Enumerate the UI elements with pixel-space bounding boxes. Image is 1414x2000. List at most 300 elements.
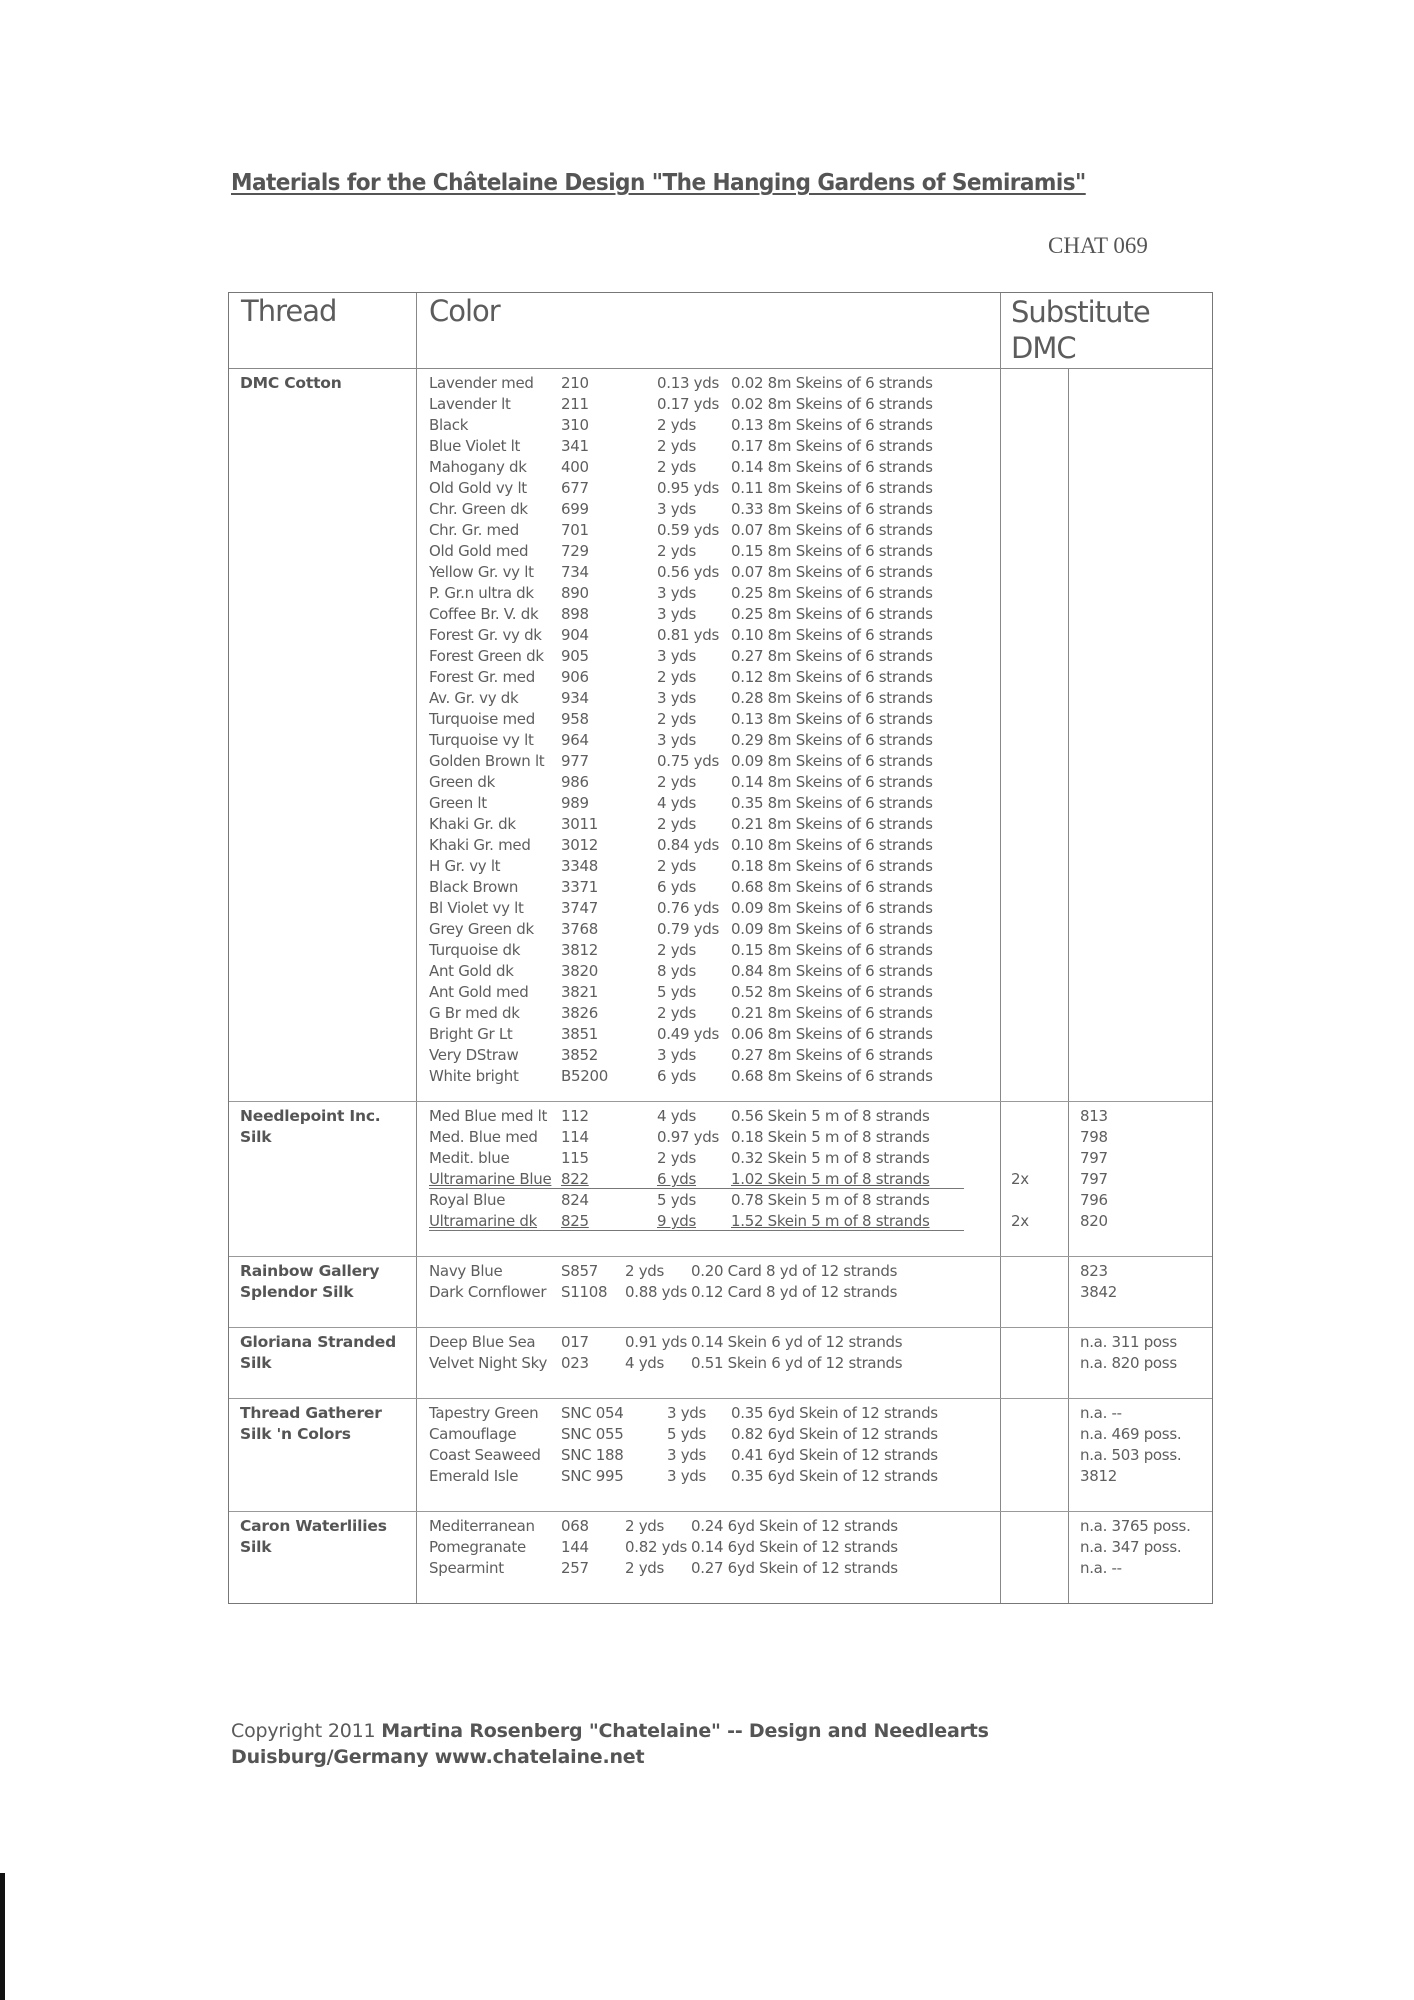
yardage: 6 yds (657, 1170, 697, 1188)
color-name: Lavender lt (429, 395, 511, 413)
table-row (429, 1106, 1000, 1127)
color-number: 310 (561, 416, 589, 434)
color-name: Ultramarine Blue (429, 1170, 552, 1188)
color-number: 977 (561, 752, 589, 770)
multiplier (1011, 961, 1068, 982)
color-name: Mediterranean (429, 1517, 535, 1535)
yardage: 5 yds (667, 1425, 707, 1443)
substitute-dmc (1080, 373, 1212, 394)
color-number: 257 (561, 1559, 589, 1577)
color-name: Bl Violet vy lt (429, 899, 524, 917)
yardage: 2 yds (625, 1559, 665, 1577)
table-row (429, 709, 1000, 730)
multiplier: 2x (1011, 1170, 1029, 1188)
substitute-dmc (1080, 814, 1212, 835)
skein-amount: 0.25 8m Skeins of 6 strands (731, 605, 933, 623)
multiplier (1011, 646, 1068, 667)
table-row (429, 373, 1000, 394)
substitute-dmc (1080, 1066, 1212, 1087)
skein-amount: 0.82 6yd Skein of 12 strands (731, 1425, 938, 1443)
table-row (429, 751, 1000, 772)
color-number: 023 (561, 1354, 589, 1372)
substitute-dmc: n.a. -- (1080, 1559, 1122, 1577)
multiplier (1011, 457, 1068, 478)
skein-amount: 0.02 8m Skeins of 6 strands (731, 374, 933, 392)
yardage: 2 yds (657, 542, 697, 560)
table-row (429, 772, 1000, 793)
table-row (429, 1445, 1000, 1466)
multiplier (1011, 1190, 1068, 1211)
document-title: Materials for the Châtelaine Design "The Hanging Gardens of Semiramis" (231, 170, 1086, 196)
yardage: 2 yds (657, 1004, 697, 1022)
color-list (417, 1257, 1001, 1327)
multiplier (1011, 919, 1068, 940)
thread-group (229, 1399, 1212, 1512)
multiplier (1011, 667, 1068, 688)
multiplier (1011, 436, 1068, 457)
table-row (429, 835, 1000, 856)
header-thread: Thread (229, 293, 417, 368)
table-row (429, 1516, 1000, 1537)
skein-amount: 0.13 8m Skeins of 6 strands (731, 710, 933, 728)
yardage: 3 yds (667, 1404, 707, 1422)
table-row (429, 1211, 1000, 1232)
substitute-dmc (1080, 856, 1212, 877)
yardage: 2 yds (657, 857, 697, 875)
table-row (429, 898, 1000, 919)
thread-brand: Gloriana Stranded Silk (229, 1328, 417, 1398)
color-number: 3821 (561, 983, 598, 1001)
substitute-dmc (1080, 541, 1212, 562)
table-row (429, 1466, 1000, 1487)
color-number: 3371 (561, 878, 598, 896)
location-website: Duisburg/Germany www.chatelaine.net (231, 1746, 645, 1768)
skein-amount: 0.10 8m Skeins of 6 strands (731, 836, 933, 854)
color-name: Old Gold vy lt (429, 479, 527, 497)
multiplier (1011, 1353, 1068, 1374)
multiplier (1011, 1466, 1068, 1487)
color-name: Med. Blue med (429, 1128, 538, 1146)
table-row (429, 919, 1000, 940)
color-number: SNC 054 (561, 1404, 624, 1422)
yardage: 0.79 yds (657, 920, 719, 938)
multiplier (1011, 1424, 1068, 1445)
color-number: 114 (561, 1128, 589, 1146)
color-list (417, 369, 1001, 1101)
multiplier (1011, 1066, 1068, 1087)
skein-amount: 0.21 8m Skeins of 6 strands (731, 815, 933, 833)
substitute-dmc (1080, 604, 1212, 625)
table-row (429, 478, 1000, 499)
substitute-dmc: 797 (1080, 1149, 1108, 1167)
multiplier (1011, 1332, 1068, 1353)
color-name: Turquoise med (429, 710, 535, 728)
substitute-dmc (1080, 688, 1212, 709)
header-color: Color (417, 293, 1001, 368)
multiplier (1011, 1282, 1068, 1303)
color-number: B5200 (561, 1067, 608, 1085)
color-list (417, 1328, 1001, 1398)
color-name: Turquoise dk (429, 941, 521, 959)
thread-group (229, 1512, 1212, 1603)
table-row (429, 1024, 1000, 1045)
multiplier (1011, 856, 1068, 877)
table-row (429, 583, 1000, 604)
color-number: 964 (561, 731, 589, 749)
thread-brand: Rainbow Gallery Splendor Silk (229, 1257, 417, 1327)
multiplier (1011, 583, 1068, 604)
table-row (429, 604, 1000, 625)
table-row (429, 394, 1000, 415)
yardage: 3 yds (657, 1046, 697, 1064)
multiplier (1011, 1003, 1068, 1024)
color-number: 3012 (561, 836, 598, 854)
color-number: 3852 (561, 1046, 598, 1064)
color-name: Green lt (429, 794, 487, 812)
table-body (229, 369, 1212, 1603)
color-number: 701 (561, 521, 589, 539)
substitute-dmc: 820 (1080, 1212, 1108, 1230)
multiplier (1011, 898, 1068, 919)
table-row (429, 1537, 1000, 1558)
multiplier (1011, 625, 1068, 646)
multiplier (1011, 814, 1068, 835)
color-list (417, 1102, 1001, 1256)
substitute-dmc: 813 (1080, 1107, 1108, 1125)
multiplier (1011, 1537, 1068, 1558)
substitute-dmc: 798 (1080, 1128, 1108, 1146)
color-name: Ant Gold med (429, 983, 529, 1001)
skein-amount: 0.14 8m Skeins of 6 strands (731, 773, 933, 791)
skein-amount: 0.51 Skein 6 yd of 12 strands (691, 1354, 903, 1372)
table-row (429, 1558, 1000, 1579)
color-name: Turquoise vy lt (429, 731, 534, 749)
color-name: White bright (429, 1067, 519, 1085)
substitute-dmc: 796 (1080, 1191, 1108, 1209)
color-name: Dark Cornflower (429, 1283, 547, 1301)
substitute-dmc (1080, 1003, 1212, 1024)
header-substitute: Substitute DMC (1011, 295, 1150, 365)
color-number: 989 (561, 794, 589, 812)
substitute-dmc (1080, 793, 1212, 814)
multiplier (1011, 478, 1068, 499)
skein-amount: 0.13 8m Skeins of 6 strands (731, 416, 933, 434)
table-row (429, 688, 1000, 709)
substitute-dmc-column (1069, 1399, 1212, 1511)
yardage: 0.91 yds (625, 1333, 687, 1351)
substitute-dmc: 3812 (1080, 1467, 1117, 1485)
color-name: Pomegranate (429, 1538, 526, 1556)
skein-amount: 0.10 8m Skeins of 6 strands (731, 626, 933, 644)
color-number: 3768 (561, 920, 598, 938)
table-row (429, 730, 1000, 751)
substitute-dmc (1080, 583, 1212, 604)
yardage: 3 yds (667, 1446, 707, 1464)
table-row (429, 1003, 1000, 1024)
table-row (429, 646, 1000, 667)
substitute-dmc (1080, 709, 1212, 730)
color-list (417, 1512, 1001, 1603)
multiplier (1011, 1024, 1068, 1045)
multiplier (1011, 709, 1068, 730)
scan-edge-artifact (0, 1873, 5, 2000)
substitute-dmc (1080, 499, 1212, 520)
color-number: 958 (561, 710, 589, 728)
yardage: 0.76 yds (657, 899, 719, 917)
multiplier-column (1001, 1512, 1069, 1603)
skein-amount: 0.17 8m Skeins of 6 strands (731, 437, 933, 455)
thread-group (229, 1257, 1212, 1328)
color-name: Golden Brown lt (429, 752, 545, 770)
color-name: Navy Blue (429, 1262, 503, 1280)
yardage: 2 yds (657, 710, 697, 728)
skein-amount: 0.78 Skein 5 m of 8 strands (731, 1191, 930, 1209)
multiplier (1011, 520, 1068, 541)
substitute-dmc (1080, 478, 1212, 499)
yardage: 0.75 yds (657, 752, 719, 770)
table-row (429, 1261, 1000, 1282)
color-name: Coast Seaweed (429, 1446, 541, 1464)
color-name: Bright Gr Lt (429, 1025, 513, 1043)
color-number: SNC 188 (561, 1446, 624, 1464)
thread-group (229, 1102, 1212, 1257)
substitute-dmc (1080, 898, 1212, 919)
skein-amount: 0.14 8m Skeins of 6 strands (731, 458, 933, 476)
color-name: Velvet Night Sky (429, 1354, 548, 1372)
table-row (429, 457, 1000, 478)
color-name: Av. Gr. vy dk (429, 689, 519, 707)
color-name: Mahogany dk (429, 458, 527, 476)
color-number: 3826 (561, 1004, 598, 1022)
table-row (429, 982, 1000, 1003)
yardage: 3 yds (667, 1467, 707, 1485)
footer (231, 1718, 989, 1770)
table-row (429, 1403, 1000, 1424)
skein-amount: 0.68 8m Skeins of 6 strands (731, 878, 933, 896)
yardage: 3 yds (657, 584, 697, 602)
color-name: Chr. Gr. med (429, 521, 520, 539)
multiplier (1011, 730, 1068, 751)
table-row (429, 625, 1000, 646)
skein-amount: 0.25 8m Skeins of 6 strands (731, 584, 933, 602)
table-row (429, 541, 1000, 562)
multiplier-column (1001, 1102, 1069, 1256)
skein-amount: 0.35 6yd Skein of 12 strands (731, 1404, 938, 1422)
thread-group (229, 369, 1212, 1102)
color-number: 906 (561, 668, 589, 686)
yardage: 4 yds (657, 794, 697, 812)
color-number: 3851 (561, 1025, 598, 1043)
table-row (429, 856, 1000, 877)
yardage: 4 yds (657, 1107, 697, 1125)
color-number: 115 (561, 1149, 589, 1167)
multiplier (1011, 1516, 1068, 1537)
substitute-dmc (1080, 751, 1212, 772)
table-row (429, 1169, 1000, 1190)
skein-amount: 1.52 Skein 5 m of 8 strands (731, 1212, 930, 1230)
skein-amount: 0.27 6yd Skein of 12 strands (691, 1559, 898, 1577)
color-number: 112 (561, 1107, 589, 1125)
yardage: 6 yds (657, 878, 697, 896)
color-number: 729 (561, 542, 589, 560)
substitute-dmc (1080, 436, 1212, 457)
table-row (429, 1127, 1000, 1148)
color-name: Blue Violet lt (429, 437, 521, 455)
color-name: Coffee Br. V. dk (429, 605, 539, 623)
skein-amount: 0.20 Card 8 yd of 12 strands (691, 1262, 898, 1280)
table-row (429, 1045, 1000, 1066)
yardage: 0.17 yds (657, 395, 719, 413)
table-row (429, 499, 1000, 520)
yardage: 2 yds (657, 437, 697, 455)
color-name: G Br med dk (429, 1004, 520, 1022)
color-name: Forest Gr. vy dk (429, 626, 542, 644)
table-row (429, 793, 1000, 814)
substitute-dmc: n.a. 469 poss. (1080, 1425, 1182, 1443)
color-name: Forest Gr. med (429, 668, 535, 686)
materials-table (228, 292, 1213, 1604)
substitute-dmc (1080, 646, 1212, 667)
skein-amount: 0.29 8m Skeins of 6 strands (731, 731, 933, 749)
skein-amount: 0.15 8m Skeins of 6 strands (731, 542, 933, 560)
substitute-dmc: n.a. 503 poss. (1080, 1446, 1182, 1464)
multiplier-column (1001, 1328, 1069, 1398)
author-name: Martina Rosenberg "Chatelaine" -- Design and Needlearts (381, 1720, 989, 1742)
skein-amount: 0.35 6yd Skein of 12 strands (731, 1467, 938, 1485)
color-number: 017 (561, 1333, 589, 1351)
color-name: Lavender med (429, 374, 534, 392)
multiplier (1011, 415, 1068, 436)
skein-amount: 0.09 8m Skeins of 6 strands (731, 752, 933, 770)
skein-amount: 0.56 Skein 5 m of 8 strands (731, 1107, 930, 1125)
color-name: Chr. Green dk (429, 500, 528, 518)
yardage: 4 yds (625, 1354, 665, 1372)
color-number: 890 (561, 584, 589, 602)
skein-amount: 0.33 8m Skeins of 6 strands (731, 500, 933, 518)
multiplier-column (1001, 1257, 1069, 1327)
table-row (429, 1332, 1000, 1353)
multiplier (1011, 541, 1068, 562)
yardage: 2 yds (657, 941, 697, 959)
color-name: Grey Green dk (429, 920, 534, 938)
copyright-text: Copyright 2011 (231, 1720, 382, 1742)
skein-amount: 0.06 8m Skeins of 6 strands (731, 1025, 933, 1043)
table-row (429, 1190, 1000, 1211)
multiplier (1011, 1045, 1068, 1066)
multiplier (1011, 499, 1068, 520)
color-name: Black Brown (429, 878, 519, 896)
multiplier (1011, 793, 1068, 814)
thread-brand: Caron Waterlilies Silk (229, 1512, 417, 1603)
substitute-dmc (1080, 961, 1212, 982)
color-number: 211 (561, 395, 589, 413)
substitute-dmc (1080, 1024, 1212, 1045)
color-name: Yellow Gr. vy lt (429, 563, 534, 581)
yardage: 6 yds (657, 1067, 697, 1085)
thread-brand: Thread Gatherer Silk 'n Colors (229, 1399, 417, 1511)
color-number: 934 (561, 689, 589, 707)
substitute-dmc (1080, 835, 1212, 856)
substitute-dmc: 3842 (1080, 1283, 1117, 1301)
color-number: S857 (561, 1262, 598, 1280)
skein-amount: 0.68 8m Skeins of 6 strands (731, 1067, 933, 1085)
skein-amount: 0.14 Skein 6 yd of 12 strands (691, 1333, 903, 1351)
table-row (429, 940, 1000, 961)
skein-amount: 0.09 8m Skeins of 6 strands (731, 920, 933, 938)
color-number: 3348 (561, 857, 598, 875)
substitute-dmc (1080, 625, 1212, 646)
color-name: Spearmint (429, 1559, 504, 1577)
color-number: 986 (561, 773, 589, 791)
table-row (429, 814, 1000, 835)
multiplier (1011, 772, 1068, 793)
color-name: Old Gold med (429, 542, 529, 560)
table-header (229, 293, 1212, 369)
thread-brand: Needlepoint Inc. Silk (229, 1102, 417, 1256)
substitute-dmc-column (1069, 369, 1212, 1101)
yardage: 0.95 yds (657, 479, 719, 497)
multiplier (1011, 373, 1068, 394)
yardage: 2 yds (657, 668, 697, 686)
table-row (429, 667, 1000, 688)
color-name: Forest Green dk (429, 647, 544, 665)
table-row (429, 1353, 1000, 1374)
yardage: 9 yds (657, 1212, 697, 1230)
color-name: Deep Blue Sea (429, 1333, 536, 1351)
color-name: Khaki Gr. med (429, 836, 531, 854)
color-name: Ant Gold dk (429, 962, 514, 980)
skein-amount: 0.12 Card 8 yd of 12 strands (691, 1283, 898, 1301)
substitute-dmc: 823 (1080, 1262, 1108, 1280)
substitute-dmc (1080, 772, 1212, 793)
multiplier (1011, 562, 1068, 583)
skein-amount: 0.28 8m Skeins of 6 strands (731, 689, 933, 707)
multiplier (1011, 688, 1068, 709)
table-row (429, 520, 1000, 541)
multiplier (1011, 877, 1068, 898)
skein-amount: 0.35 8m Skeins of 6 strands (731, 794, 933, 812)
color-number: 068 (561, 1517, 589, 1535)
table-row (429, 436, 1000, 457)
skein-amount: 0.24 6yd Skein of 12 strands (691, 1517, 898, 1535)
multiplier (1011, 1148, 1068, 1169)
substitute-dmc (1080, 1045, 1212, 1066)
skein-amount: 0.27 8m Skeins of 6 strands (731, 647, 933, 665)
color-name: Royal Blue (429, 1191, 506, 1209)
table-row (429, 877, 1000, 898)
skein-amount: 0.32 Skein 5 m of 8 strands (731, 1149, 930, 1167)
yardage: 3 yds (657, 689, 697, 707)
color-number: 400 (561, 458, 589, 476)
substitute-dmc (1080, 940, 1212, 961)
color-name: Tapestry Green (429, 1404, 539, 1422)
multiplier (1011, 1558, 1068, 1579)
multiplier-column (1001, 1399, 1069, 1511)
yardage: 0.13 yds (657, 374, 719, 392)
skein-amount: 0.27 8m Skeins of 6 strands (731, 1046, 933, 1064)
skein-amount: 1.02 Skein 5 m of 8 strands (731, 1170, 930, 1188)
multiplier (1011, 835, 1068, 856)
multiplier (1011, 1261, 1068, 1282)
substitute-dmc-column (1069, 1512, 1212, 1603)
yardage: 0.59 yds (657, 521, 719, 539)
substitute-dmc (1080, 667, 1212, 688)
color-number: 898 (561, 605, 589, 623)
multiplier (1011, 394, 1068, 415)
substitute-dmc (1080, 919, 1212, 940)
yardage: 3 yds (657, 647, 697, 665)
color-name: P. Gr.n ultra dk (429, 584, 534, 602)
